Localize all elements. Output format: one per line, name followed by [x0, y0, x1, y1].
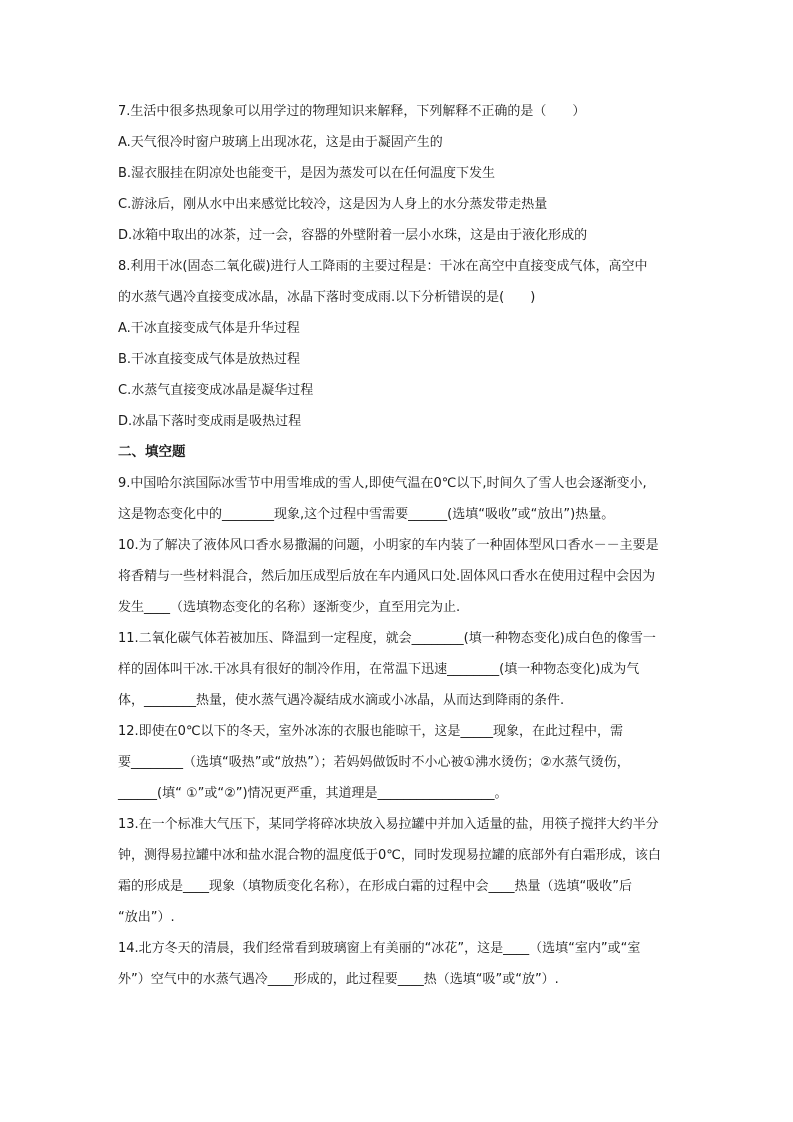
- question-7: [118, 96, 693, 251]
- question-line: 霜的形成是____现象（填物质变化名称），在形成白霜的过程中会____热量（选填“吸收”后: [118, 879, 632, 894]
- question-stem: 的水蒸气遇冷直接变成冰晶，冰晶下落时变成雨.以下分析错误的是( ): [118, 290, 536, 305]
- question-line: 要________（选填“吸热”或“放热”）；若妈妈做饭时不小心被①沸水烫伤；②水蒸气烫伤，: [118, 755, 630, 770]
- question-14: [118, 933, 693, 995]
- question-8: [118, 251, 693, 437]
- question-line: 样的固体叫干冰.干冰具有很好的制冷作用，在常温下迅速________(填一种物态变化)成为气: [118, 662, 640, 677]
- question-11: [118, 623, 693, 716]
- question-line: 外”）空气中的水蒸气遇冷____形成的，此过程要____热（选填“吸”或“放”）.: [118, 972, 559, 987]
- question-line: 14.北方冬天的清晨，我们经常看到玻璃窗上有美丽的“冰花”，这是____（选填“室内”或“室: [118, 941, 641, 956]
- question-line: 13.在一个标准大气压下，某同学将碎冰块放入易拉罐中并加入适量的盐，用筷子搅拌大约半分: [118, 817, 659, 832]
- option-d: D.冰晶下落时变成雨是吸热过程: [118, 414, 302, 429]
- question-10: [118, 530, 693, 623]
- option-a: A.天气很冷时窗户玻璃上出现冰花，这是由于凝固产生的: [118, 135, 443, 150]
- option-c: C.水蒸气直接变成冰晶是凝华过程: [118, 383, 314, 398]
- question-13: [118, 809, 693, 933]
- question-line: ______(填“ ①”或“②”)情况更严重，其道理是__________________。: [118, 786, 508, 801]
- option-c: C.游泳后，刚从水中出来感觉比较冷，这是因为人身上的水分蒸发带走热量: [118, 197, 548, 212]
- question-line: 12.即使在0℃以下的冬天，室外冰冻的衣服也能晾干，这是_____现象，在此过程中，需: [118, 724, 624, 739]
- option-b: B.湿衣服挂在阴凉处也能变干，是因为蒸发可以在任何温度下发生: [118, 166, 496, 181]
- option-b: B.干冰直接变成气体是放热过程: [118, 352, 301, 367]
- question-line: 9.中国哈尔滨国际冰雪节中用雪堆成的雪人,即使气温在0℃以下,时间久了雪人也会逐渐变小,: [118, 476, 647, 491]
- question-line: 钟，测得易拉罐中冰和盐水混合物的温度低于0℃，同时发现易拉罐的底部外有白霜形成，该白: [118, 848, 661, 863]
- question-9: [118, 468, 693, 530]
- question-line: 发生____（选填物态变化的名称）逐渐变少，直至用完为止.: [118, 600, 461, 615]
- question-line: 这是物态变化中的________现象,这个过程中雪需要______(选填“吸收”或“放出”)热量。: [118, 507, 615, 522]
- page-content: [118, 96, 693, 995]
- question-line: 将香精与一些材料混合，然后加压成型后放在车内通风口处.固体风口香水在使用过程中会因为: [118, 569, 656, 584]
- option-a: A.干冰直接变成气体是升华过程: [118, 321, 300, 336]
- question-stem: 7.生活中很多热现象可以用学过的物理知识来解释，下列解释不正确的是（ ）: [118, 104, 586, 119]
- question-line: 体，________热量，使水蒸气遇冷凝结成水滴或小冰晶，从而达到降雨的条件.: [118, 693, 565, 708]
- question-line: “放出”）.: [118, 910, 175, 925]
- question-stem: 8.利用干冰(固态二氧化碳)进行人工降雨的主要过程是：干冰在高空中直接变成气体，高空中: [118, 259, 648, 274]
- option-d: D.冰箱中取出的冰茶，过一会，容器的外壁附着一层小水珠，这是由于液化形成的: [118, 228, 588, 243]
- question-line: 10.为了解决了液体风口香水易撒漏的问题，小明家的车内装了一种固体型风口香水－－主要是: [118, 538, 659, 553]
- section-title: 二、填空题: [118, 444, 186, 460]
- question-line: 11.二氧化碳气体若被加压、降温到一定程度，就会________(填一种物态变化)成白色的像雪一: [118, 631, 656, 646]
- question-12: [118, 716, 693, 809]
